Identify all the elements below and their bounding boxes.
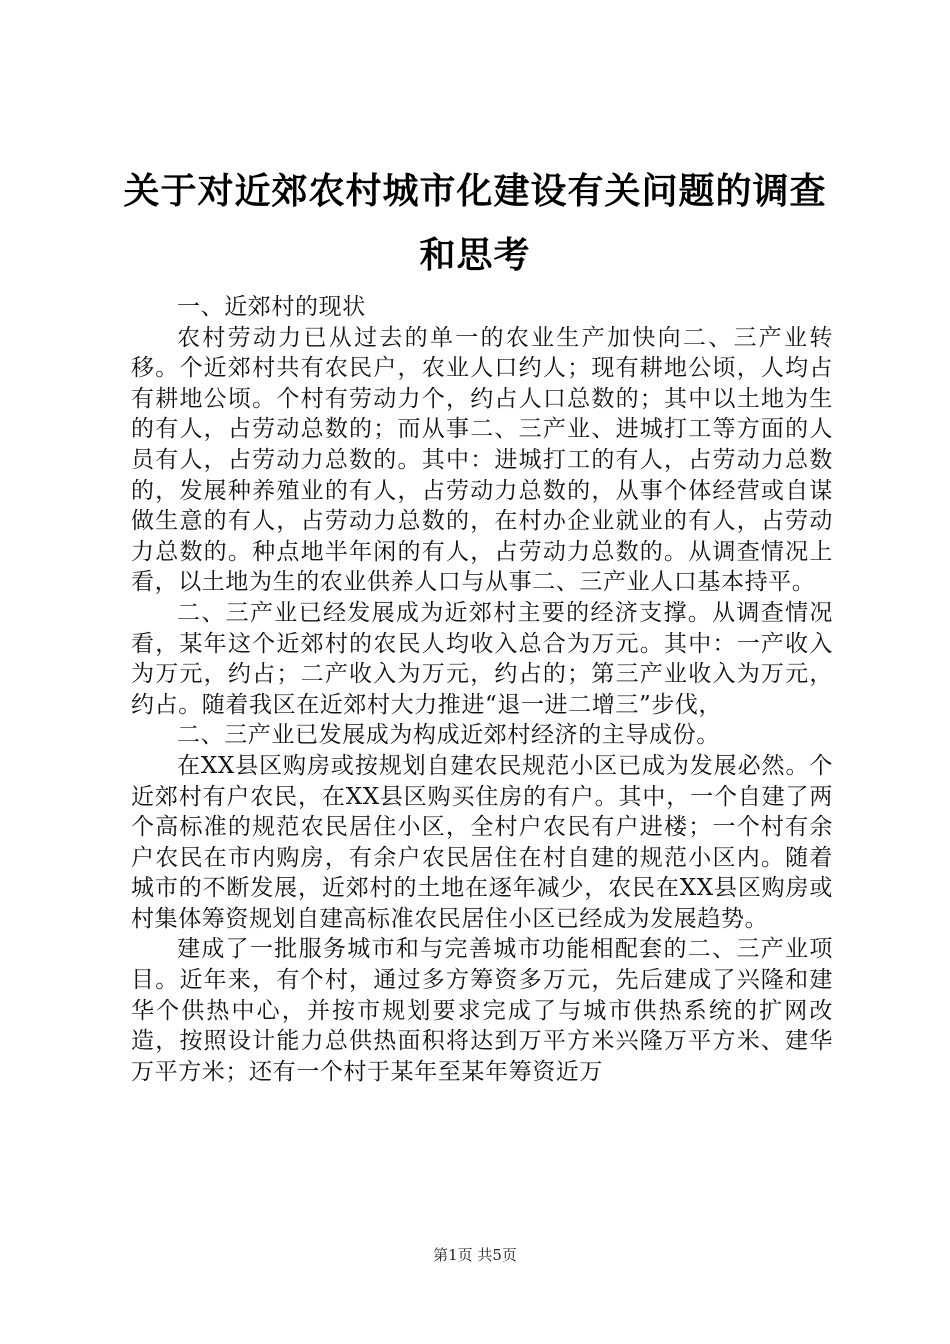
section-heading: 一、近郊村的现状 (177, 294, 366, 320)
paragraph: 二、三产业已发展成为构成近郊村经济的主导成份。 (177, 722, 720, 749)
paragraph: 二、三产业已经发展成为近郊村主要的经济支撑。从调查情况看，某年这个近郊村的农民人均收入总合为万元。其中：一产收入为万元，约占；二产收入为万元，约占的；第三产业收入为万元，约占。随着我区在近郊村大力推进“退一进二增三”步伐， (131, 599, 833, 718)
paragraph: 建成了一批服务城市和与完善城市功能相配套的二、三产业项目。近年来，有个村，通过多方筹资多万元，先后建成了兴隆和建华个供热中心，并按市规划要求完成了与城市供热系统的扩网改造，按照设计能力总供热面积将达到万平方米兴隆万平方米、建华万平方米；还有一个村于某年至某年筹资近万 (131, 936, 833, 1085)
paragraph: 在XX县区购房或按规划自建农民规范小区已成为发展必然。个近郊村有户农民，在XX县区购买住房的有户。其中，一个自建了两个高标准的规范农民居住小区，全村户农民有户进楼；一个村有余户农民在市内购房，有余户农民居住在村自建的规范小区内。随着城市的不断发展，近郊村的土地在逐年减少，农民在XX县区购房或村集体筹资规划自建高标准农民居住小区已经成为发展趋势。 (131, 752, 833, 932)
document-body (131, 292, 833, 1087)
paragraph: 农村劳动力已从过去的单一的农业生产加快向二、三产业转移。个近郊村共有农民户，农业人口约人；现有耕地公顷，人均占有耕地公顷。个村有劳动力个，约占人口总数的；其中以土地为生的有人，占劳动总数的；而从事二、三产业、进城打工等方面的人员有人，占劳动力总数的。其中：进城打工的有人，占劳动力总数的，发展种养殖业的有人，占劳动力总数的，从事个体经营或自谋做生意的有人，占劳动力总数的，在村办企业就业的有人，占劳动力总数的。种点地半年闲的有人，占劳动力总数的。从调查情况上看，以土地为生的农业供养人口与从事二、三产业人口基本持平。 (131, 324, 833, 596)
document-title: 关于对近郊农村城市化建设有关问题的调查和思考 (123, 171, 827, 276)
page-footer: 第1页 共5页 (433, 1246, 517, 1264)
